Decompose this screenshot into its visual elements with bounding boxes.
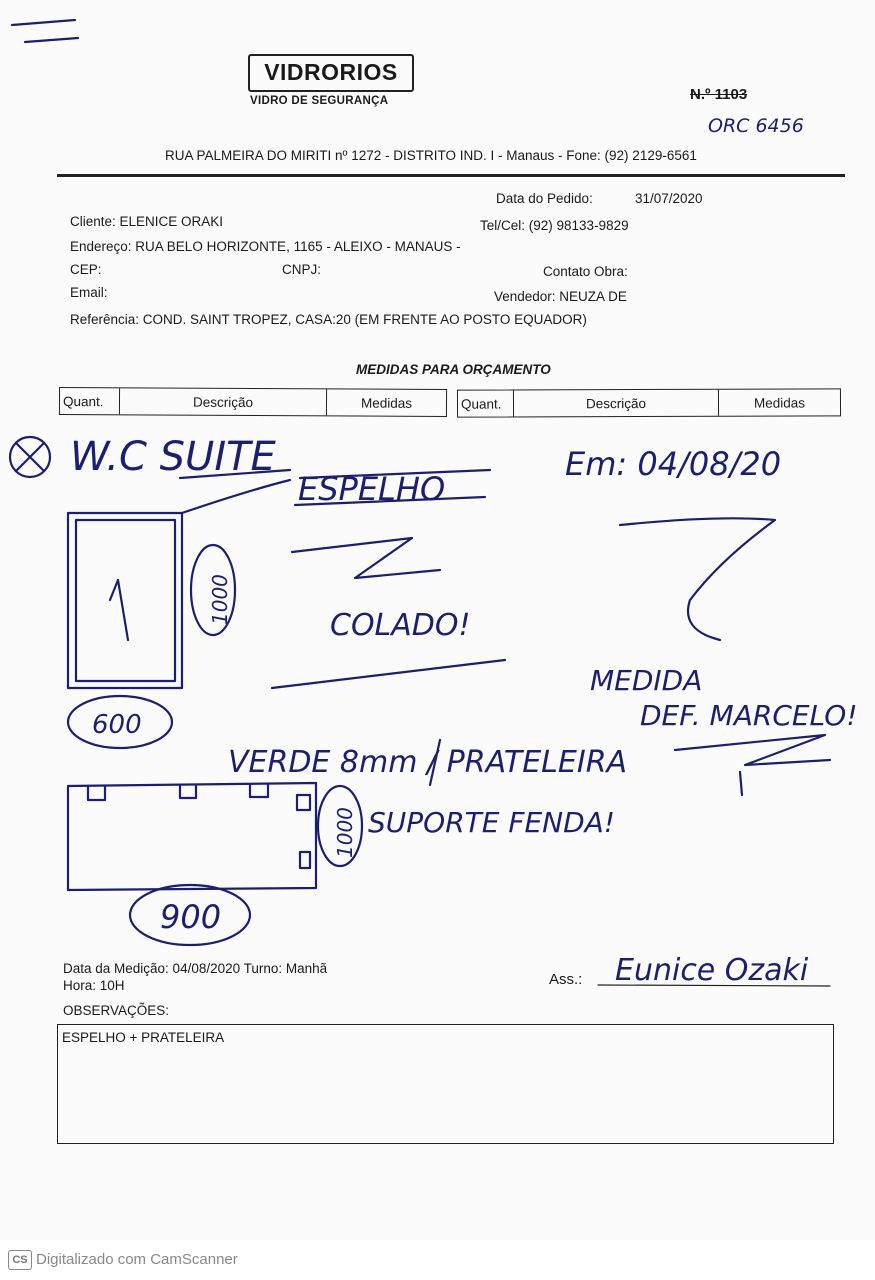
hw-num-1000-a: 1000 xyxy=(208,574,232,625)
circled-x-mark xyxy=(16,443,44,471)
measures-title: MEDIDAS PARA ORÇAMENTO xyxy=(356,362,551,377)
observacoes-text: ESPELHO + PRATELEIRA xyxy=(62,1030,225,1045)
top-mark xyxy=(12,20,75,25)
col-quant: Quant. xyxy=(60,388,120,414)
z-mark xyxy=(292,538,440,578)
hw-colado: COLADO! xyxy=(330,608,471,643)
contato-field: Contato Obra: xyxy=(543,264,628,279)
hw-num-1000-b: 1000 xyxy=(333,807,357,858)
cep-field: CEP: xyxy=(70,262,102,277)
hw-signature: Eunice Ozaki xyxy=(615,953,809,988)
signature-label: Ass.: xyxy=(549,971,583,988)
address-field: Endereço: RUA BELO HORIZONTE, 1165 - ALEIXO - MANAUS - xyxy=(70,239,461,254)
col-medidas: Medidas xyxy=(360,395,413,411)
camscanner-icon: CS xyxy=(8,1250,32,1270)
top-mark xyxy=(25,38,78,42)
brand-tagline: VIDRO DE SEGURANÇA xyxy=(250,95,389,107)
phone-field: Tel/Cel: (92) 98133-9829 xyxy=(480,218,629,233)
hw-wc-suite: W.C SUITE xyxy=(70,434,276,480)
form-number: N.º 1103 xyxy=(690,86,748,103)
mirror-sketch xyxy=(68,513,182,688)
hw-medida-1: MEDIDA xyxy=(590,664,703,697)
client-field: Cliente: ELENICE ORAKI xyxy=(70,214,224,229)
hw-verde: VERDE 8mm / PRATELEIRA xyxy=(228,745,628,780)
email-field: Email: xyxy=(70,285,108,300)
s-scribble xyxy=(620,518,775,640)
camscanner-text: Digitalizado com CamScanner xyxy=(36,1251,238,1268)
hw-num-600: 600 xyxy=(92,710,142,740)
col-descricao: Descrição xyxy=(120,388,327,415)
observacoes-box xyxy=(57,1024,834,1144)
hw-orc: ORC 6456 xyxy=(708,115,804,137)
col-quant: Quant. xyxy=(458,390,514,416)
col-descricao: Descrição xyxy=(514,390,719,417)
medicao-date: Data da Medição: 04/08/2020 Turno: Manhã xyxy=(63,961,328,976)
vendedor-field: Vendedor: NEUZA DE xyxy=(494,289,627,304)
order-date-label: Data do Pedido: xyxy=(496,191,593,206)
scanner-footer xyxy=(0,1240,875,1280)
col-medidas: Medidas xyxy=(753,394,806,411)
observacoes-label: OBSERVAÇÕES: xyxy=(63,1003,170,1018)
hw-espelho: ESPELHO xyxy=(298,470,446,508)
hw-em-date: Em: 04/08/20 xyxy=(565,445,782,483)
hw-medida-2: DEF. MARCELO! xyxy=(640,699,858,732)
cnpj-field: CNPJ: xyxy=(282,262,322,277)
order-date-value: 31/07/2020 xyxy=(635,191,703,206)
medicao-hora: Hora: 10H xyxy=(63,978,125,993)
company-address: RUA PALMEIRA DO MIRITI nº 1272 - DISTRITO IND. I - Manaus - Fone: (92) 2129-6561 xyxy=(165,148,697,163)
brand-name: VIDRORIOS xyxy=(264,59,398,85)
referencia-field: Referência: COND. SAINT TROPEZ, CASA:20 (EM FRENTE AO POSTO EQUADOR) xyxy=(70,312,587,327)
hw-suporte: SUPORTE FENDA! xyxy=(368,806,616,839)
hw-num-900: 900 xyxy=(160,898,222,936)
